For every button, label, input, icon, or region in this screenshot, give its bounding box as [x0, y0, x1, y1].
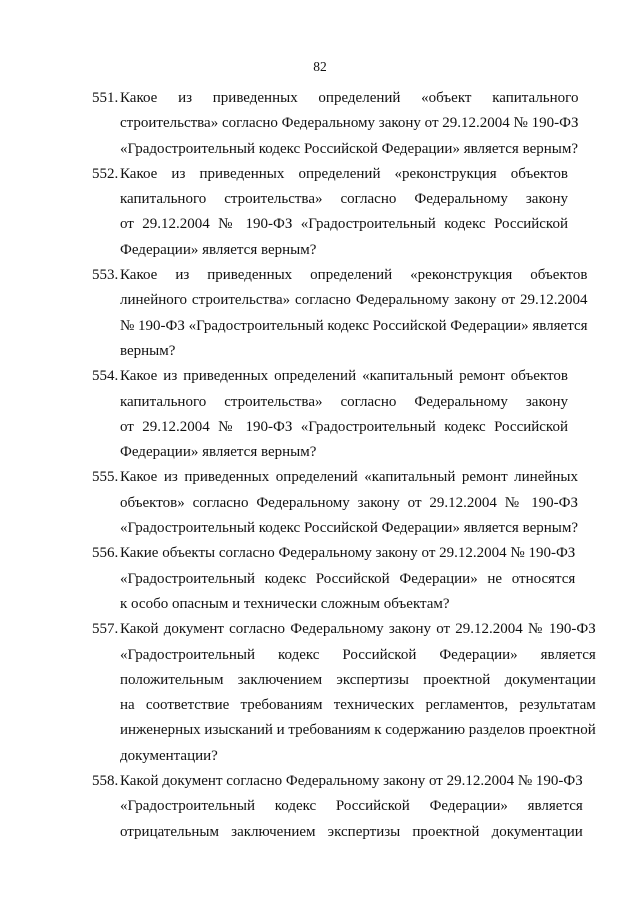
question-text-line: Какое из приведенных определений «реконструкция объектов [120, 267, 588, 284]
question-text-line: Какое из приведенных определений «капитальный ремонт объектов [120, 368, 568, 385]
question-558 [92, 769, 583, 845]
question-number: 555. [92, 469, 119, 486]
question-text-line: Федерации» является верным? [120, 241, 317, 258]
question-555 [92, 465, 578, 541]
question-number: 551. [92, 90, 119, 106]
question-text-line: к особо опасным и технически сложным объектам? [120, 595, 450, 612]
question-text-line: «Градостроительный кодекс Российской Федерации» является верным? [120, 520, 578, 537]
question-text-line: № 190-ФЗ «Градостроительный кодекс Российской Федерации» является [120, 317, 588, 334]
question-text-line: инженерных изысканий и требованиям к содержанию разделов проектной [120, 722, 596, 739]
question-number: 556. [92, 545, 119, 562]
question-text-line: от 29.12.2004 № 190-ФЗ «Градостроительный кодекс Российской [120, 216, 568, 233]
question-text-line: линейного строительства» согласно Федеральному закону от 29.12.2004 [120, 292, 588, 309]
question-text-line: «Градостроительный кодекс Российской Федерации» является верным? [120, 140, 578, 157]
question-text-line: отрицательным заключением экспертизы проектной документации [120, 823, 583, 840]
question-text-line: документации? [120, 747, 218, 764]
question-text-line: Какое из приведенных определений «объект капитального [120, 90, 579, 106]
question-text-line: «Градостроительный кодекс Российской Федерации» является [120, 646, 596, 663]
question-list [92, 86, 596, 845]
question-text-line: строительства» согласно Федеральному закону от 29.12.2004 № 190-ФЗ [120, 115, 579, 132]
question-554 [92, 364, 568, 465]
question-number: 554. [92, 368, 119, 385]
question-number: 552. [92, 165, 119, 182]
question-text-line: Федерации» является верным? [120, 444, 317, 461]
question-553 [92, 263, 588, 364]
question-text-line: верным? [120, 342, 176, 359]
question-number: 558. [92, 773, 119, 790]
question-text-line: «Градостроительный кодекс Российской Федерации» не относятся [120, 570, 576, 587]
question-551 [92, 86, 579, 162]
question-text-line: Какой документ согласно Федеральному закону от 29.12.2004 № 190-ФЗ [120, 621, 596, 638]
question-number: 557. [92, 621, 119, 638]
question-text-line: Какое из приведенных определений «реконструкция объектов [120, 165, 568, 182]
page-number: 82 [313, 59, 327, 74]
question-text-line: Какой документ согласно Федеральному закону от 29.12.2004 № 190-ФЗ [120, 773, 583, 790]
question-text-line: капитального строительства» согласно Федеральному закону [120, 393, 568, 410]
question-number: 553. [92, 267, 119, 284]
question-text-line: капитального строительства» согласно Федеральному закону [120, 191, 568, 208]
question-text-line: объектов» согласно Федеральному закону от 29.12.2004 № 190-ФЗ [120, 494, 578, 511]
question-text-line: положительным заключением экспертизы проектной документации [120, 671, 596, 688]
question-text-line: на соответствие требованиям технических регламентов, результатам [120, 697, 596, 714]
question-text-line: «Градостроительный кодекс Российской Федерации» является [120, 798, 583, 815]
question-557 [92, 617, 596, 769]
question-text-line: Какое из приведенных определений «капитальный ремонт линейных [120, 469, 578, 486]
question-552 [92, 162, 568, 263]
question-556 [92, 541, 576, 617]
question-text-line: Какие объекты согласно Федеральному закону от 29.12.2004 № 190-ФЗ [120, 545, 576, 562]
question-text-line: от 29.12.2004 № 190-ФЗ «Градостроительный кодекс Российской [120, 418, 568, 435]
